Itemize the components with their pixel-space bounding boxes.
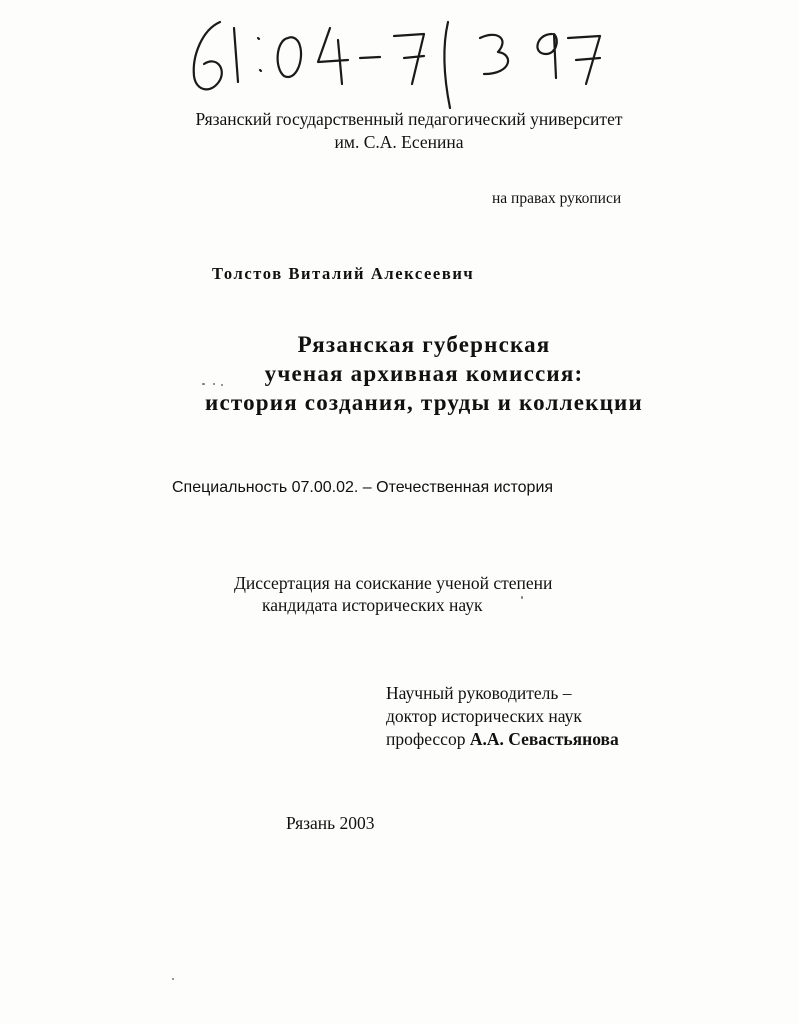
scan-speck xyxy=(521,596,523,599)
degree-line-1: Диссертация на соискание ученой степени xyxy=(234,573,553,593)
handwritten-catalog-number xyxy=(180,8,620,118)
university-honorific: им. С.А. Есенина xyxy=(334,132,464,152)
degree-statement xyxy=(0,572,798,616)
title-line-2: ученая архивная комиссия: xyxy=(264,361,584,386)
scan-speck xyxy=(221,384,223,386)
specialty: Специальность 07.00.02. – Отечественная история xyxy=(172,479,554,496)
university-block xyxy=(0,108,798,154)
university-name: Рязанский государственный педагогический университет xyxy=(195,109,623,129)
advisor-title: профессор xyxy=(386,729,466,749)
degree-line-2: кандидата исторических наук xyxy=(262,595,483,615)
advisor-block xyxy=(386,682,619,751)
scan-speck xyxy=(202,383,205,385)
manuscript-note: на правах рукописи xyxy=(492,190,622,207)
advisor-label: Научный руководитель – xyxy=(386,683,572,703)
scan-speck xyxy=(213,383,215,385)
title-line-1: Рязанская губернская xyxy=(297,332,551,357)
title-line-3: история создания, труды и коллекции xyxy=(205,390,643,415)
advisor-name: А.А. Севастьянова xyxy=(469,729,619,749)
city-year: Рязань 2003 xyxy=(286,813,375,833)
author-name: Толстов Виталий Алексеевич xyxy=(212,264,475,283)
dissertation-title xyxy=(0,330,798,417)
advisor-degree: доктор исторических наук xyxy=(386,706,582,726)
advisor-title-line xyxy=(386,728,619,751)
scan-speck xyxy=(172,978,174,980)
